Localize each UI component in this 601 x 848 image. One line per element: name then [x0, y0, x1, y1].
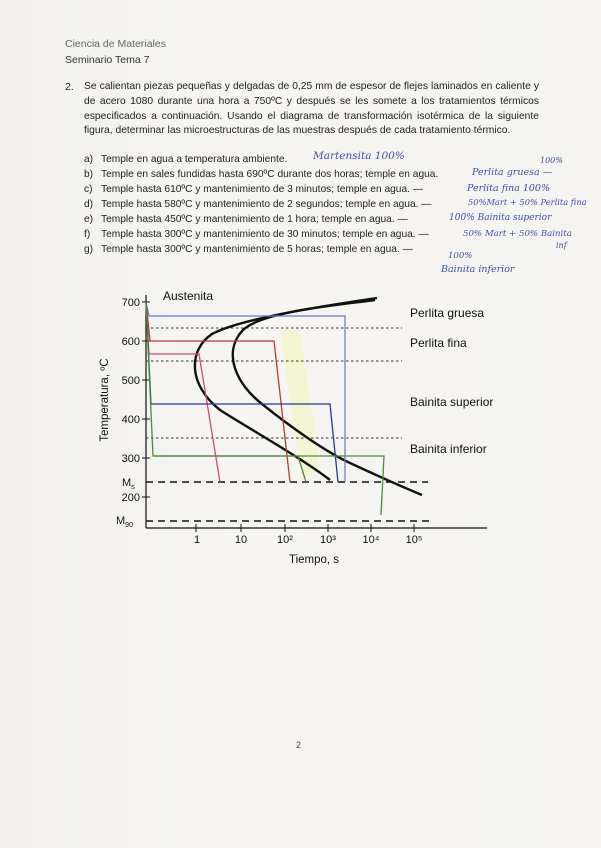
x-axis-label: Tiempo, s [288, 554, 340, 566]
option-letter: e) [84, 214, 94, 225]
question-text: Se calientan piezas pequeñas y delgadas de 0,25 mm de espesor de flejes laminados en caliente y de acero 1080 durante una hora a 750ºC y después se les somete a los tratamientos térmicos especificados a continuación. Usando el diagrama de transformación isotérmica de la siguiente figura, determinar las microestructuras de las muestras después de cada tratamiento térmico. [84, 81, 539, 137]
label-bainita-superior: Bainita superior [410, 395, 494, 409]
finish-curve [233, 300, 422, 495]
course-title: Ciencia de Materiales [65, 38, 166, 50]
ms-label: $M_s$ [122, 477, 135, 491]
handwritten-answer-f: 50% Mart + 50% Bainita [463, 229, 572, 239]
handwritten-answer-d: 50%Mart + 50% Perlita fina [468, 197, 587, 207]
label-perlita-gruesa: Perlita gruesa [410, 306, 485, 320]
handwritten-answer-f-extra: inf [556, 241, 567, 250]
option-letter: g) [84, 244, 94, 255]
option-letter: a) [84, 154, 94, 165]
x-tick-label: 10² [277, 534, 293, 546]
y-tick-label: 500 [121, 375, 140, 387]
handwritten-answer-g-extra: Bainita inferior [441, 264, 515, 275]
highlight-mark [280, 330, 320, 480]
option-letter: c) [84, 184, 93, 195]
y-tick-label: 400 [121, 414, 140, 426]
x-tick-label: 10 [234, 534, 248, 546]
handwritten-answer-a: Martensita 100% [313, 150, 405, 162]
question-number: 2. [65, 81, 74, 93]
handwritten-answer-e: 100% Bainita superior [449, 213, 552, 223]
option-text: Temple hasta 300ºC y mantenimiento de 30 minutos; temple en agua. — [101, 229, 429, 240]
handwritten-answer-b-extra: 100% [540, 156, 563, 165]
handwritten-answer-c: Perlita fina 100% [467, 183, 551, 194]
x-tick-label: 1 [193, 534, 201, 546]
y-tick-label: 700 [121, 297, 140, 309]
path-f [146, 302, 384, 515]
handwritten-answer-g: 100% [448, 251, 473, 261]
option-letter: d) [84, 199, 94, 210]
m90-label: $M_{90}$ [116, 515, 133, 529]
option-text: Temple en sales fundidas hasta 690ºC durante dos horas; temple en agua. [101, 169, 439, 180]
label-austenita: Austenita [163, 289, 214, 303]
path-c [146, 302, 290, 482]
option-text: Temple hasta 610ºC y mantenimiento de 3 minutos; temple en agua. — [101, 184, 423, 195]
option-text: Temple en agua a temperatura ambiente. [101, 154, 288, 165]
path-d [146, 302, 220, 482]
y-tick-label: 200 [121, 492, 140, 504]
y-tick-label: 300 [121, 453, 140, 465]
label-bainita-inferior: Bainita inferior [410, 442, 487, 456]
page-number: 2 [296, 740, 302, 750]
seminar-title: Seminario Tema 7 [65, 54, 150, 66]
handwritten-answer-b: Perlita gruesa — [472, 167, 553, 178]
label-perlita-fina: Perlita fina [410, 336, 467, 350]
option-letter: f) [84, 229, 91, 240]
option-text: Temple hasta 580ºC y mantenimiento de 2 segundos; temple en agua. — [101, 199, 432, 210]
y-tick-label: 600 [121, 336, 140, 348]
x-tick-label: 10⁴ [362, 534, 380, 546]
x-tick-label: 10³ [320, 534, 336, 546]
option-text: Temple hasta 450ºC y mantenimiento de 1 hora; temple en agua. — [101, 214, 408, 225]
y-axis-label: Temperatura, ºC [99, 358, 111, 442]
option-text: Temple hasta 300ºC y mantenimiento de 5 horas; temple en agua. — [101, 244, 413, 255]
option-letter: b) [84, 169, 94, 180]
x-tick-label: 10⁵ [405, 534, 423, 546]
start-curve [195, 298, 377, 480]
